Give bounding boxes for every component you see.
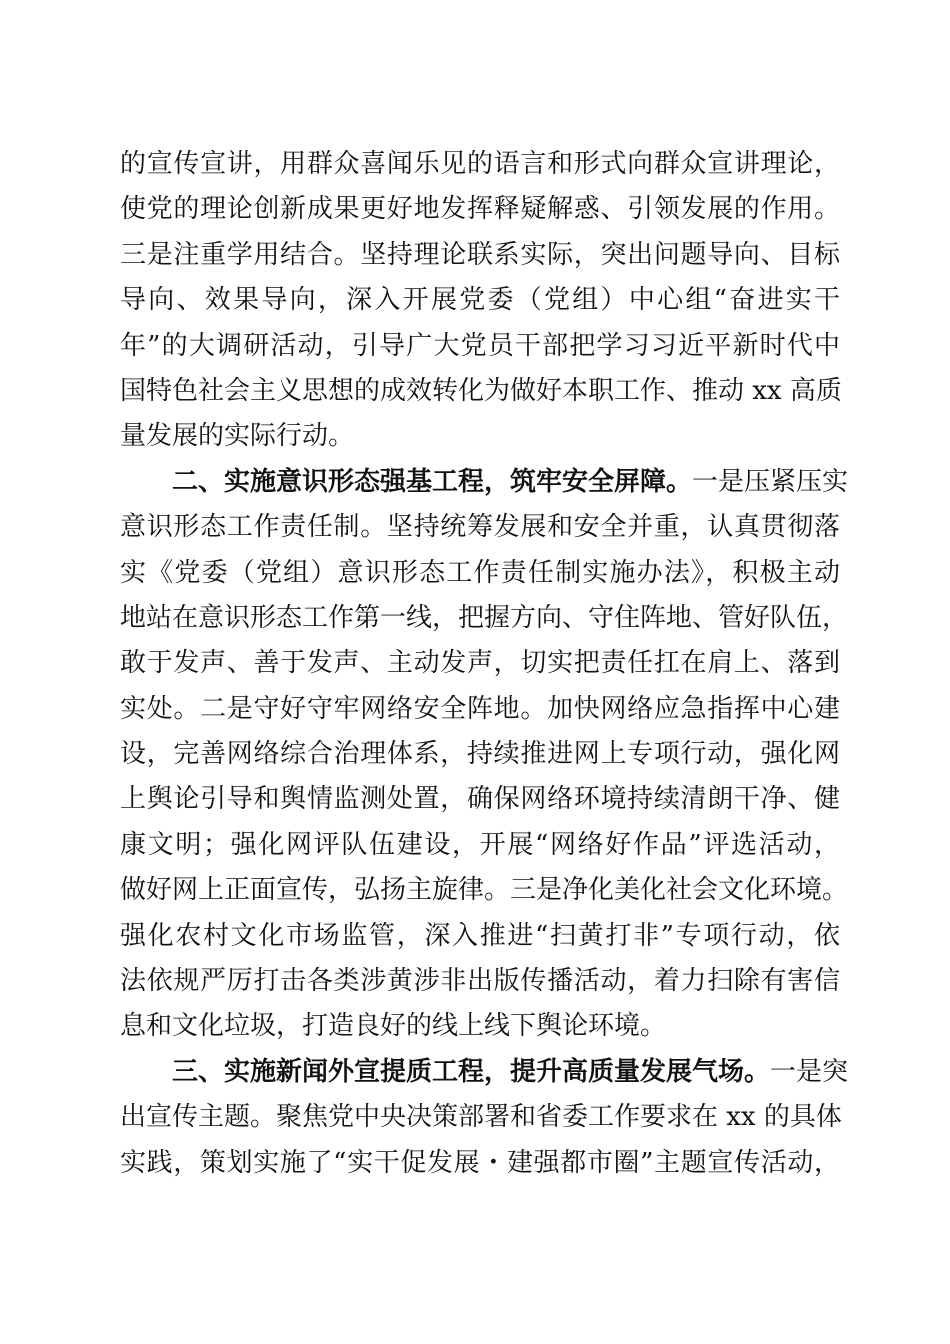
- section-2-first-line: [120, 460, 849, 505]
- paragraph-line: 实《党委（党组）意识形态工作责任制实施办法》，积极主动: [120, 557, 840, 588]
- paragraph-line: 康文明；强化网评队伍建设，开展“网络好作品”评选活动，: [120, 829, 840, 860]
- body-text: [120, 142, 849, 1186]
- paragraph-line: 上舆论引导和舆情监测处置，确保网络环境持续清朗干净、健: [120, 784, 840, 815]
- paragraph-line: 国特色社会主义思想的成效转化为做好本职工作、推动 xx 高质: [120, 375, 842, 406]
- paragraph-line: 使党的理论创新成果更好地发挥释疑解惑、引领发展的作用。: [120, 194, 840, 225]
- paragraph-line: 导向、效果导向，深入开展党委（党组）中心组“奋进实干: [120, 285, 840, 316]
- paragraph-line: 强化农村文化市场监管，深入推进“扫黄打非”专项行动，依: [120, 920, 840, 951]
- section-2-heading: 二、实施意识形态强基工程，筑牢安全屏障。: [172, 466, 693, 497]
- paragraph-line: 实处。二是守好守牢网络安全阵地。加快网络应急指挥中心建: [120, 693, 840, 724]
- paragraph-line: 做好网上正面宣传，弘扬主旋律。三是净化美化社会文化环境。: [120, 875, 849, 906]
- paragraph-line: 三是注重学用结合。坚持理论联系实际，突出问题导向、目标: [120, 239, 840, 270]
- paragraph-line: 设，完善网络综合治理体系，持续推进网上专项行动，强化网: [120, 739, 840, 770]
- section-3-first-line: [120, 1050, 849, 1095]
- paragraph-line: 的宣传宣讲，用群众喜闻乐见的语言和形式向群众宣讲理论，: [120, 149, 840, 179]
- paragraph-line: 法依规严厉打击各类涉黄涉非出版传播活动，着力扫除有害信: [120, 966, 840, 997]
- section-2-first-line-text: 一是压紧压实: [692, 466, 849, 497]
- paragraph-line: 地站在意识形态工作第一线，把握方向、守住阵地、管好队伍，: [120, 602, 849, 633]
- paragraph-line: 息和文化垃圾，打造良好的线上线下舆论环境。: [120, 1011, 667, 1042]
- paragraph-line: 敢于发声、善于发声、主动发声，切实把责任扛在肩上、落到: [120, 648, 840, 679]
- paragraph-line: 年”的大调研活动，引导广大党员干部把学习习近平新时代中: [120, 330, 840, 361]
- paragraph-line: 出宣传主题。聚焦党中央决策部署和省委工作要求在 xx 的具体: [120, 1102, 842, 1133]
- section-3-heading: 三、实施新闻外宣提质工程，提升高质量发展气场。: [172, 1056, 771, 1087]
- paragraph-line: 量发展的实际行动。: [120, 421, 355, 452]
- paragraph-line: 意识形态工作责任制。坚持统筹发展和安全并重，认真贯彻落: [120, 512, 840, 543]
- section-3-first-line-text: 一是突: [770, 1056, 849, 1087]
- paragraph-line: 实践，策划实施了“实干促发展・建强都市圈”主题宣传活动，: [120, 1147, 840, 1178]
